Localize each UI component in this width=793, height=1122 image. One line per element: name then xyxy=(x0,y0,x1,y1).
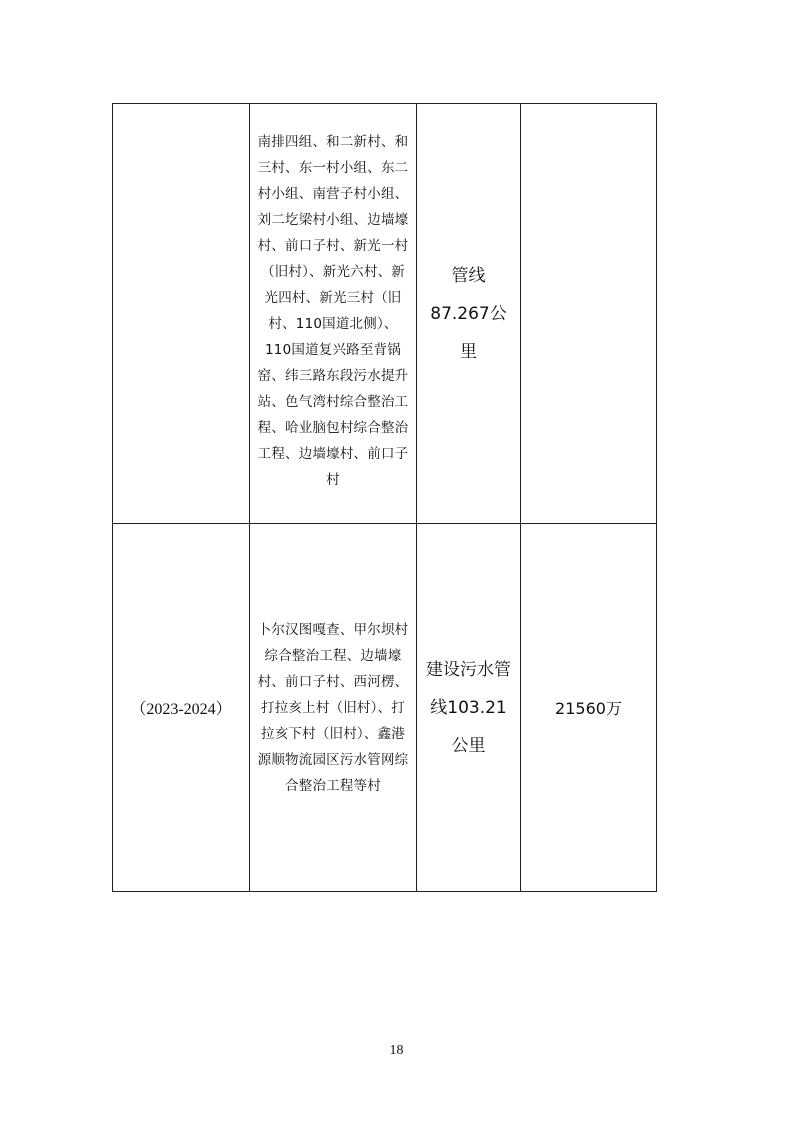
investment-cell xyxy=(521,104,657,524)
period-cell xyxy=(113,104,250,524)
period-cell xyxy=(113,524,250,892)
project-table xyxy=(112,103,657,892)
villages-cell xyxy=(250,524,417,892)
villages-cell xyxy=(250,104,417,524)
table-row xyxy=(113,104,657,524)
table-row xyxy=(113,524,657,892)
investment-text: 21560万 xyxy=(555,699,622,718)
period-text: （2023-2024） xyxy=(130,701,232,718)
villages-text: 卜尔汉图嘎查、甲尔坝村综合整治工程、边墙壕村、前口子村、西河楞、打拉亥上村（旧村）、打拉亥下村（旧村）、鑫港源顺物流园区污水管网综合整治工程等村 xyxy=(257,621,409,794)
work-cell xyxy=(417,104,521,524)
villages-text: 南排四组、和二新村、和三村、东一村小组、东二村小组、南营子村小组、刘二圪梁村小组、边墙壕村、前口子村、新光一村（旧村）、新光六村、新光四村、新光三村（旧村、110国道北侧）、110国道复兴路至背锅窑、纬三路东段污水提升站、色气湾村综合整治工程、哈业脑包村综合整治工程、边墙壕村、前口子村 xyxy=(257,133,409,488)
work-text: 建设污水管线103.21公里 xyxy=(426,659,511,756)
investment-cell xyxy=(521,524,657,892)
work-cell xyxy=(417,524,521,892)
work-text: 管线87.267公里 xyxy=(430,265,507,362)
page-number: 18 xyxy=(389,1043,404,1058)
